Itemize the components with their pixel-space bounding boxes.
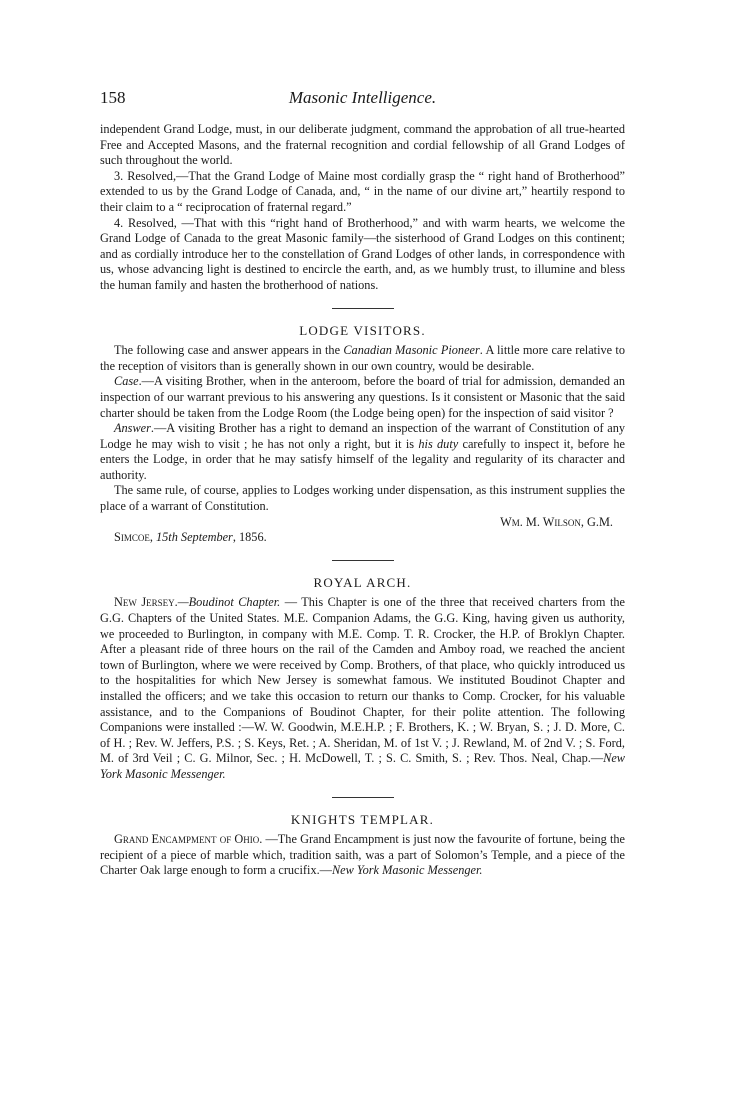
lodge-visitors-same-rule: The same rule, of course, applies to Lodges working under dispensation, as this instrument supplies the place of a warrant of Constitution. [100, 483, 625, 514]
case-text: .—A visiting Brother, when in the anteroom, before the board of trial for admission, demanded an inspection of our warrant previous to his answering any questions. Is it consistent or Masonic that the said charter should be taken from the Lodge Room (the Lodge being open) for the inspection of said visitor ? [100, 374, 625, 420]
knights-templar-lead: Grand Encampment of Ohio. [114, 832, 263, 847]
date: 15th September [156, 530, 233, 545]
resolution-continuation: independent Grand Lodge, must, in our deliberate judgment, command the approbation of all true-hearted Free and Accepted Masons, and the fraternal recognition and cordial fellowship of all Grand Lodges of such throughout the world. [100, 122, 625, 168]
answer-text-b: carefully to inspect it, before he enters the Lodge, in order that he may satisfy himself of the legality and regularity of its character and authority. [100, 436, 625, 482]
answer-label: Answer [114, 421, 151, 436]
lodge-visitors-case [100, 374, 625, 421]
section-divider [332, 560, 394, 561]
heading-royal-arch: ROYAL ARCH. [313, 574, 412, 590]
year: , 1856. [232, 530, 267, 545]
document-page [100, 90, 625, 879]
royal-arch-source: New York Masonic Messenger. [100, 751, 625, 781]
intro-source: Canadian Masonic Pioneer [343, 343, 480, 358]
knights-templar-paragraph [100, 832, 625, 879]
place: Simcoe, [114, 530, 153, 545]
royal-arch-chapter: —Boudinot Chapter. [177, 595, 281, 610]
answer-duty: his duty [418, 436, 459, 451]
page-header [100, 90, 625, 114]
case-label: Case [114, 374, 139, 389]
section-divider [332, 797, 394, 798]
section-divider [332, 308, 394, 309]
knights-templar-text: —The Grand Encampment is just now the favourite of fortune, being the recipient of a piece of marble which, tradition saith, was a part of Solomon’s Temple, and a piece of the Charter Oak large enough to form a crucifix.— [100, 832, 625, 878]
resolution-3: 3. Resolved,—That the Grand Lodge of Maine most cordially grasp the “ right hand of Brotherhood” extended to us by the Grand Lodge of Canada, and, “ in the name of our divine art,” heartily respond to their claim to a “ reciprocation of fraternal regard.” [100, 168, 625, 214]
answer-text-a: .—A visiting Brother has a right to demand an inspection of the warrant of Constitution of any Lodge he may wish to visit ; he has not only a right, but it is [100, 421, 625, 451]
lodge-visitors-intro [100, 343, 625, 374]
royal-arch-text: — This Chapter is one of the three that received charters from the G.G. Chapters of the United States. M.E. Companion Adams, the G.G. King, having given us authority, we proceeded to Burlington, in company with M.E. Comp. T. R. Crocker, the H.P. of Broklyn Chapter. After a pleasant ride of three hours on the rail of the Camden and Amboy road, we reached the ancient town of Burlington, where we were received by Comp. Brothers, of that place, who quickly introduced us to the hospitalities for which New Jersey is somewhat famous. We instituted Boudinot Chapter and installed the officers; and we take this occasion to return our thanks to Comp. Crocker, for his valuable assistance, and to the Companions of Boudinot Chapter, for their polite attention. The following Companions were installed :—W. W. Goodwin, M.E.H.P. ; F. Brothers, K. ; W. Bryan, S. ; J. D. More, C. of H. ; Rev. W. Jeffers, P.S. ; S. Keys, Ret. ; A. Sheridan, M. of 1st V. ; J. Rewland, M. of 2nd V. ; S. Ford, M. of 3rd Veil ; C. G. Milnor, Sec. ; H. McDowell, T. ; S. C. Smith, S. ; Rev. Thos. Neal, Chap.— [100, 595, 625, 766]
royal-arch-lead: New Jersey. [114, 595, 178, 610]
running-title: Masonic Intelligence. [288, 88, 437, 107]
lodge-visitors-answer [100, 421, 625, 483]
royal-arch-paragraph [100, 595, 625, 782]
page-number: 158 [100, 88, 126, 107]
resolution-4: 4. Resolved, —That with this “right hand of Brotherhood,” and with warm hearts, we welcome the Grand Lodge of Canada to the great Masonic family—the sisterhood of Grand Lodges on this continent; and as cordially introduce her to the constellation of Grand Lodges of other lands, in correspondence with us, whose advancing light is destined to encircle the earth, and, as we humbly trust, to illumine and bless the human family and hasten the brotherhood of nations. [100, 215, 625, 292]
heading-lodge-visitors: LODGE VISITORS. [299, 322, 426, 338]
intro-text-b: . A little more care relative to the reception of visitors than is generally shown in our own country, would be desirable. [100, 343, 625, 373]
place-date [100, 530, 625, 546]
signature: Wm. M. Wilson, G.M. [500, 514, 613, 529]
heading-knights-templar: KNIGHTS TEMPLAR. [290, 811, 435, 827]
intro-text-a: The following case and answer appears in the [114, 343, 344, 358]
knights-templar-source: New York Masonic Messenger. [331, 863, 483, 878]
